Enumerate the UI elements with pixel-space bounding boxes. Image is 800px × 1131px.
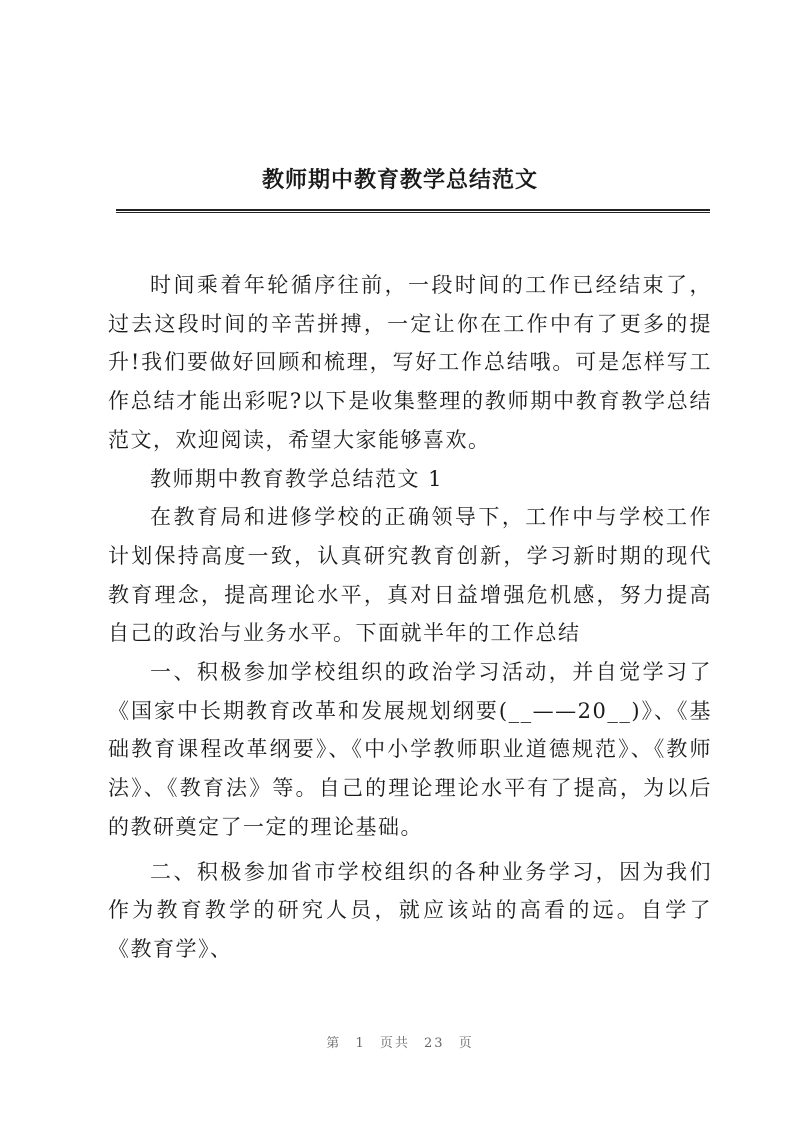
body-paragraph: 在教育局和进修学校的正确领导下，工作中与学校工作计划保持高度一致，认真研究教育创新，学习新时期的现代教育理念，提高理论水平，真对日益增强危机感，努力提高自己的政治与业务水平。下面就半年的工作总结 — [108, 505, 712, 646]
section-heading: 教师期中教育教学总结范文 1 — [150, 466, 444, 491]
footer-prefix: 第 — [326, 1036, 342, 1051]
intro-paragraph: 时间乘着年轮循序往前，一段时间的工作已经结束了，过去这段时间的辛苦拼搏，一定让你在工作中有了更多的提升!我们要做好回顾和梳理，写好工作总结哦。可是怎样写工作总结才能出彩呢?以下是收集整理的教师期中教育教学总结范文，欢迎阅读，希望大家能够喜欢。 — [108, 273, 712, 452]
title-divider — [116, 209, 710, 213]
footer-suffix: 页 — [458, 1036, 474, 1051]
page-footer — [0, 1032, 800, 1051]
body-paragraph: 一、积极参加学校组织的政治学习活动，并自觉学习了《国家中长期教育改革和发展规划纲要(__——20__)》、《基础教育课程改革纲要》、《中小学教师职业道德规范》、《教师法》、《教育法》等。自己的理论理论水平有了提高，为以后的教研奠定了一定的理论基础。 — [108, 660, 712, 839]
footer-page-number: 1 — [355, 1036, 366, 1051]
footer-mid: 页共 — [379, 1036, 410, 1051]
body-paragraph: 二、积极参加省市学校组织的各种业务学习，因为我们作为教育教学的研究人员，就应该站的高看的远。自学了《教育学》、 — [108, 859, 712, 961]
footer-total-pages: 23 — [424, 1036, 445, 1051]
document-title: 教师期中教育教学总结范文 — [261, 168, 538, 193]
document-body — [108, 266, 712, 969]
